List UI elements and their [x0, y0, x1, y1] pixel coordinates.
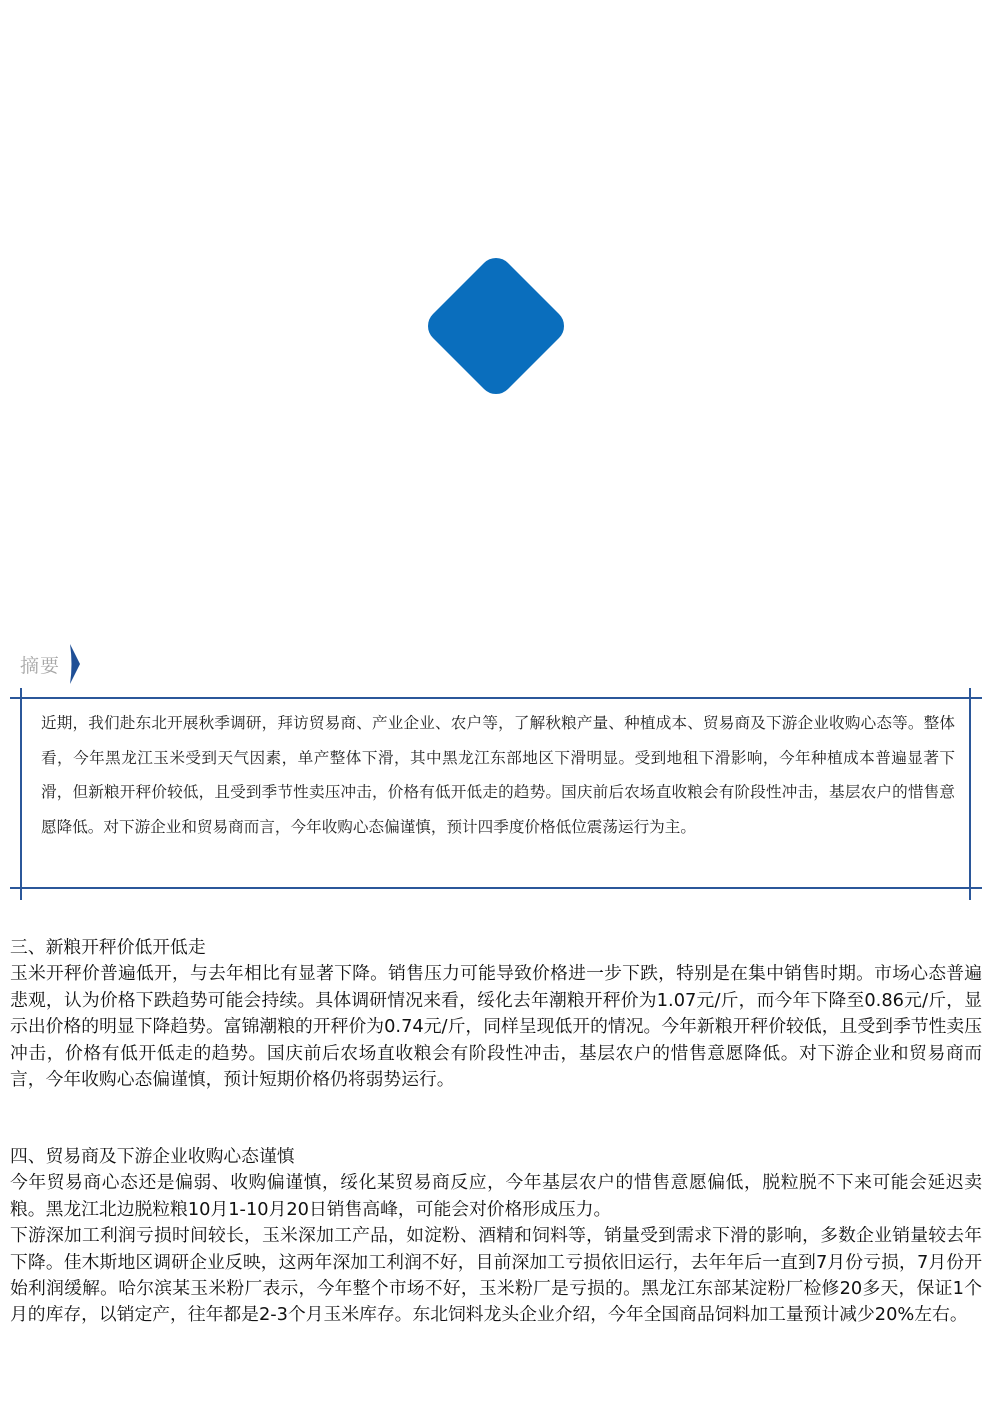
section-paragraph: 下游深加工利润亏损时间较长，玉米深加工产品，如淀粉、酒精和饲料等，销量受到需求下滑的影响，多数企业销量较去年下降。佳木斯地区调研企业反映，这两年深加工利润不好，目前深加工亏损依旧运行，去年年后一直到7月份亏损，7月份开始利润缓解。哈尔滨某玉米粉厂表示，今年整个市场不好，玉米粉厂是亏损的。黑龙江东部某淀粉厂检修20多天，保证1个月的库存，以销定产，往年都是2-3个月玉米库存。东北饲料龙头企业介绍，今年全国商品饲料加工量预计减少20%左右。 — [10, 1225, 982, 1326]
section-heading: 四、贸易商及下游企业收购心态谨慎 — [10, 1146, 295, 1167]
section-paragraph: 今年贸易商心态还是偏弱、收购偏谨慎，绥化某贸易商反应，今年基层农户的惜售意愿偏低，脱粒脱不下来可能会延迟卖粮。黑龙江北边脱粒粮10月1-10月20日销售高峰，可能会对价格形成压力。 — [10, 1172, 982, 1220]
abstract-tab — [20, 644, 80, 684]
diamond-logo — [425, 255, 567, 397]
section-heading: 三、新粮开秤价低开低走 — [10, 937, 206, 958]
abstract-box — [10, 688, 982, 900]
abstract-bottom-rule — [10, 887, 982, 889]
diamond-logo-icon — [425, 255, 567, 397]
abstract-text: 近期，我们赴东北开展秋季调研，拜访贸易商、产业企业、农户等，了解秋粮产量、种植成本、贸易商及下游企业收购心态等。整体看，今年黑龙江玉米受到天气因素，单产整体下滑，其中黑龙江东部地区下滑明显。受到地租下滑影响，今年种植成本普遍显著下滑，但新粮开秤价较低，且受到季节性卖压冲击，价格有低开低走的趋势。国庆前后农场直收粮会有阶段性冲击，基层农户的惜售意愿降低。对下游企业和贸易商而言，今年收购心态偏谨慎，预计四季度价格低位震荡运行为主。 — [41, 714, 955, 836]
abstract-left-rule — [20, 688, 22, 900]
arrow-right-icon — [70, 644, 80, 684]
abstract-label: 摘要 — [20, 654, 61, 677]
abstract-right-rule — [969, 688, 971, 900]
section-new-grain-price — [10, 935, 982, 1093]
section-trader-sentiment — [10, 1144, 982, 1329]
section-paragraph: 玉米开秤价普遍低开，与去年相比有显著下降。销售压力可能导致价格进一步下跌，特别是在集中销售时期。市场心态普遍悲观，认为价格下跌趋势可能会持续。具体调研情况来看，绥化去年潮粮开秤价为1.07元/斤，而今年下降至0.86元/斤，显示出价格的明显下降趋势。富锦潮粮的开秤价为0.74元/斤，同样呈现低开的情况。今年新粮开秤价较低，且受到季节性卖压冲击，价格有低开低走的趋势。国庆前后农场直收粮会有阶段性冲击，基层农户的惜售意愿降低。对下游企业和贸易商而言，今年收购心态偏谨慎，预计短期价格仍将弱势运行。 — [10, 963, 982, 1091]
abstract-top-rule — [10, 697, 982, 699]
